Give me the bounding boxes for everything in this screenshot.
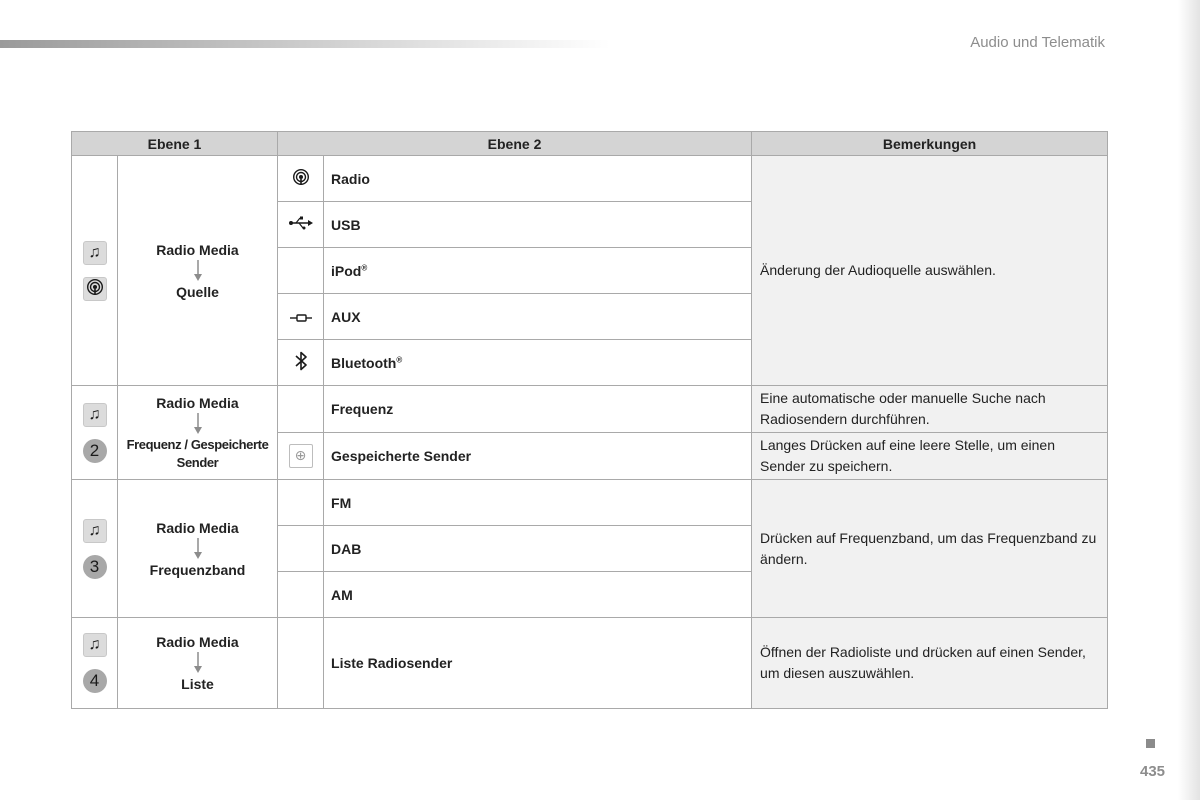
bluetooth-icon bbox=[295, 351, 307, 371]
level2-icon-cell bbox=[278, 156, 324, 202]
level1-bottom-label: Frequenzband bbox=[149, 561, 246, 578]
level2-icon-cell bbox=[278, 618, 324, 709]
level2-label: iPod® bbox=[324, 248, 752, 294]
table-row bbox=[72, 156, 1108, 202]
level1-top-label: Radio Media bbox=[156, 394, 239, 411]
number-4-icon: 4 bbox=[83, 669, 107, 693]
section-title: Audio und Telematik bbox=[970, 34, 1105, 51]
remark-cell: Änderung der Audioquelle auswählen. bbox=[752, 156, 1108, 386]
level2-label: Liste Radiosender bbox=[324, 618, 752, 709]
number-2-icon: 2 bbox=[83, 439, 107, 463]
table-header-row bbox=[72, 132, 1108, 156]
menu-table bbox=[71, 131, 1108, 709]
radio-signal-icon bbox=[83, 277, 107, 301]
level1-top-label: Radio Media bbox=[156, 634, 239, 650]
level2-label: FM bbox=[324, 480, 752, 526]
level2-label: Bluetooth® bbox=[324, 340, 752, 386]
header-ebene-2: Ebene 2 bbox=[278, 132, 752, 156]
level2-label: AUX bbox=[324, 294, 752, 340]
level1-icons-cell bbox=[72, 618, 118, 709]
level1-bottom-label: Liste bbox=[181, 676, 214, 692]
level2-icon-cell bbox=[278, 386, 324, 433]
level1-icons-cell bbox=[72, 480, 118, 618]
page-edge-strip bbox=[1178, 0, 1200, 800]
add-preset-icon: ⊕ bbox=[289, 444, 313, 468]
level2-label: Gespeicherte Sender bbox=[324, 433, 752, 480]
music-note-icon: ♫ bbox=[83, 519, 107, 543]
level1-cell bbox=[118, 156, 278, 386]
level1-icons-cell bbox=[72, 386, 118, 480]
level2-icon-cell bbox=[278, 433, 324, 480]
header-bemerkungen: Bemerkungen bbox=[752, 132, 1108, 156]
level2-icon-cell bbox=[278, 248, 324, 294]
level2-icon-cell bbox=[278, 340, 324, 386]
level2-icon-cell bbox=[278, 572, 324, 618]
level1-bottom-label: Frequenz / Gespeicherte Sender bbox=[126, 436, 269, 470]
music-note-icon: ♫ bbox=[83, 633, 107, 657]
usb-icon bbox=[288, 216, 314, 230]
music-note-icon: ♫ bbox=[83, 241, 107, 265]
header-ebene-1: Ebene 1 bbox=[72, 132, 278, 156]
level1-top-label: Radio Media bbox=[156, 241, 239, 258]
level1-bottom-label: Quelle bbox=[176, 283, 219, 300]
level2-label: USB bbox=[324, 202, 752, 248]
number-3-icon: 3 bbox=[83, 555, 107, 579]
table-row bbox=[72, 386, 1108, 433]
level1-cell bbox=[118, 480, 278, 618]
level2-icon-cell bbox=[278, 480, 324, 526]
level1-cell bbox=[118, 386, 278, 480]
header-gradient-bar bbox=[0, 40, 610, 48]
page-number: 435 bbox=[1140, 763, 1166, 780]
remark-cell: Öffnen der Radioliste und drücken auf einen Sender, um diesen auszuwählen. bbox=[752, 618, 1108, 709]
level2-icon-cell bbox=[278, 202, 324, 248]
down-arrow-icon bbox=[118, 538, 277, 560]
level2-label: AM bbox=[324, 572, 752, 618]
aux-jack-icon bbox=[289, 314, 313, 322]
level2-label: Frequenz bbox=[324, 386, 752, 433]
down-arrow-icon bbox=[118, 260, 277, 282]
level2-icon-cell bbox=[278, 294, 324, 340]
level2-icon-cell bbox=[278, 526, 324, 572]
down-arrow-icon bbox=[118, 652, 277, 674]
level2-label: DAB bbox=[324, 526, 752, 572]
table-row bbox=[72, 480, 1108, 526]
level1-cell bbox=[118, 618, 278, 709]
radio-signal-icon bbox=[292, 168, 310, 186]
remark-cell: Drücken auf Frequenzband, um das Frequenzband zu ändern. bbox=[752, 480, 1108, 618]
remark-cell: Langes Drücken auf eine leere Stelle, um einen Sender zu speichern. bbox=[752, 433, 1108, 480]
table-row bbox=[72, 618, 1108, 709]
music-note-icon: ♫ bbox=[83, 403, 107, 427]
level1-top-label: Radio Media bbox=[156, 519, 239, 536]
level1-icons-cell bbox=[72, 156, 118, 386]
remark-cell: Eine automatische oder manuelle Suche nach Radiosendern durchführen. bbox=[752, 386, 1108, 433]
level2-label: Radio bbox=[324, 156, 752, 202]
down-arrow-icon bbox=[118, 413, 277, 435]
page-marker bbox=[1146, 739, 1155, 748]
